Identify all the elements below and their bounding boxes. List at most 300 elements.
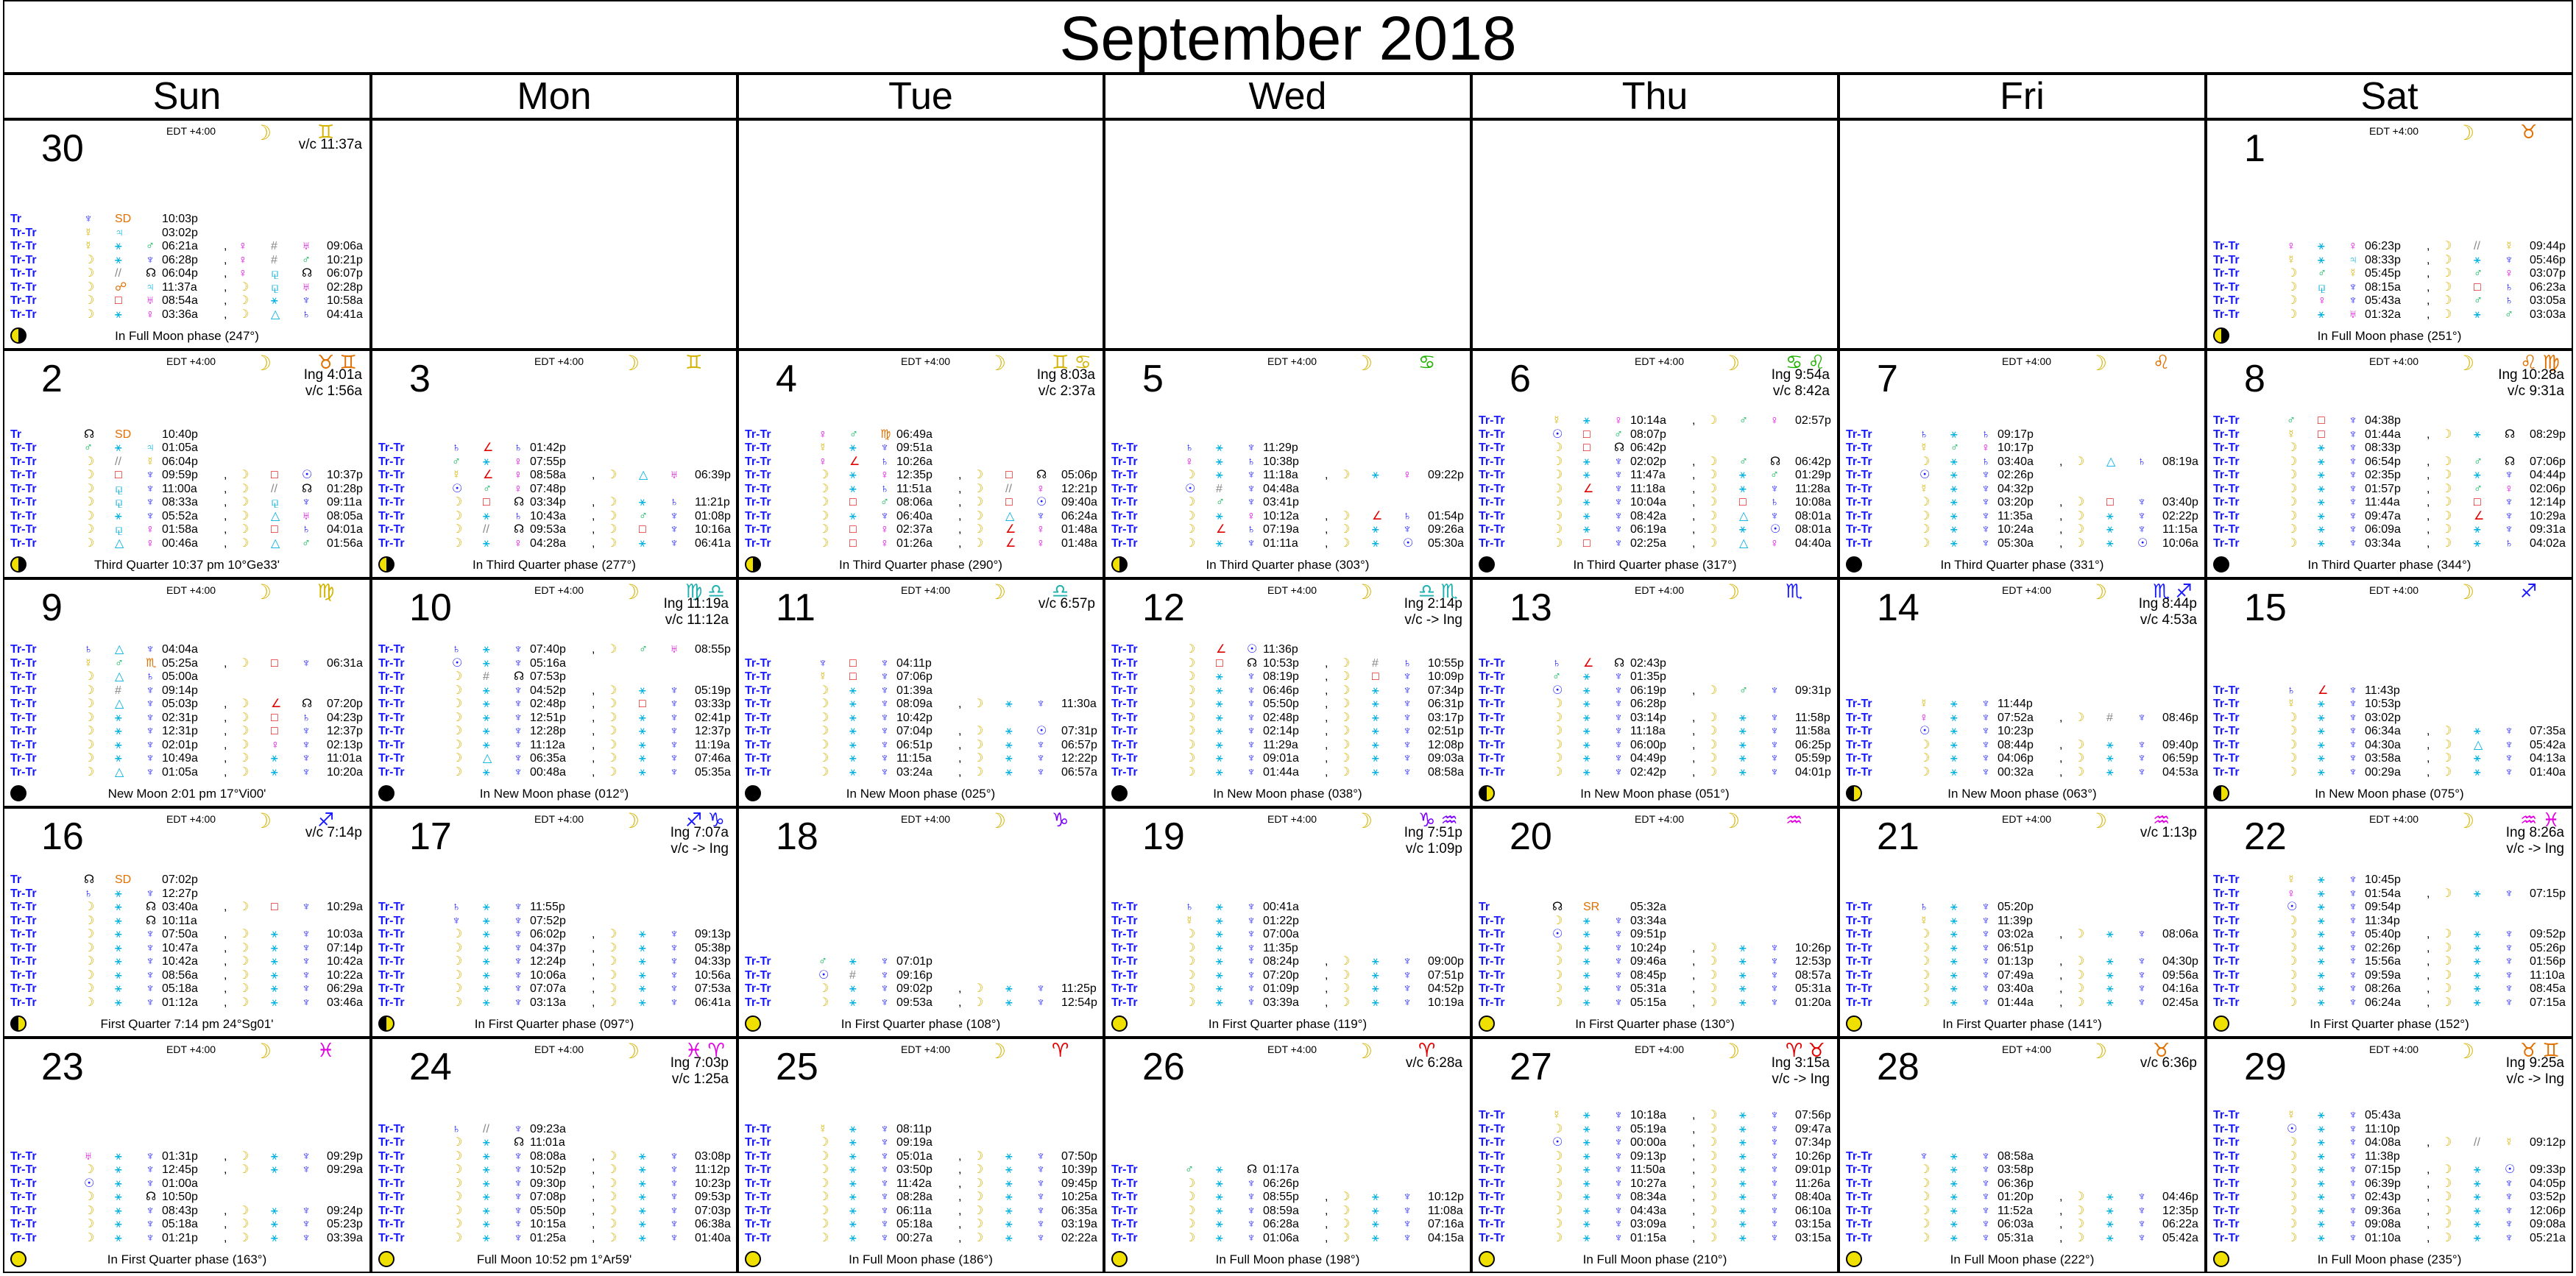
aspect-glyph: ☽	[2441, 1136, 2452, 1149]
day-cell[interactable]	[1839, 807, 2206, 1038]
aspect-glyph: ♆	[1036, 1204, 1045, 1217]
aspect-glyph: ⚹	[483, 1177, 490, 1190]
aspect-time: 11:42a	[896, 1177, 932, 1190]
aspect-glyph: ♆	[1036, 752, 1045, 765]
aspect-glyph: ☿	[84, 240, 93, 252]
timezone-label: EDT +4:00	[1635, 813, 1685, 825]
aspect-glyph: ☽	[2287, 523, 2298, 536]
moon-phase-text: In Full Moon phase (186°)	[849, 1252, 993, 1266]
aspect-glyph: ⚹	[849, 469, 857, 481]
aspect-time: 03:19a	[1061, 1218, 1097, 1230]
aspect-glyph: ♆	[1770, 738, 1779, 751]
aspect-time: 06:19p	[1630, 684, 1666, 697]
aspect-time: 06:04p	[162, 267, 198, 280]
aspect-glyph: ☽	[2287, 1204, 2298, 1217]
aspect-time: 05:31a	[1795, 982, 1831, 995]
aspect-time: 07:31p	[1061, 725, 1097, 737]
aspect-glyph: ♄	[1919, 901, 1928, 913]
day-cell[interactable]	[2206, 1038, 2573, 1273]
aspect-glyph: ,	[2059, 1204, 2063, 1217]
aspect-time: 04:44p	[2530, 469, 2566, 481]
aspect-glyph: ♅	[84, 1149, 93, 1163]
aspect-glyph: ♀	[146, 536, 155, 550]
aspect-glyph: ♆	[670, 928, 679, 940]
day-cell[interactable]	[1471, 578, 1839, 807]
aspect-time: 10:47a	[162, 941, 198, 954]
aspect-glyph: ⚹	[1216, 711, 1223, 724]
aspect-glyph: ♀	[238, 253, 247, 266]
moon-phase-text: In Third Quarter phase (290°)	[839, 558, 1002, 572]
aspect-time: 07:56p	[1795, 1109, 1831, 1121]
day-cell[interactable]	[371, 350, 737, 578]
day-cell[interactable]	[371, 807, 737, 1038]
aspect-glyph: □	[2318, 428, 2325, 441]
timezone-label: EDT +4:00	[166, 584, 216, 596]
aspect-glyph: ♆	[1614, 711, 1623, 724]
aspect-glyph: ☽	[2441, 523, 2452, 536]
day-cell[interactable]	[3, 119, 371, 350]
aspect-glyph: ,	[2427, 765, 2430, 779]
aspect-glyph: ,	[958, 1204, 962, 1217]
aspect-glyph: ☽	[84, 670, 95, 683]
aspect-glyph: ☽	[1552, 711, 1563, 724]
aspect-glyph: ☽	[606, 1191, 618, 1203]
aspect-glyph: ♆	[1403, 1218, 1412, 1230]
aspect-glyph: ♆	[1770, 752, 1779, 765]
day-cell[interactable]	[1839, 350, 2206, 578]
day-cell[interactable]	[1471, 350, 1839, 578]
day-cell[interactable]	[3, 578, 371, 807]
aspect-time: 04:41a	[327, 308, 363, 321]
aspect-glyph: ♄	[1247, 455, 1256, 468]
day-cell[interactable]	[1471, 1038, 1839, 1273]
aspect-glyph: ⚹	[483, 711, 490, 724]
aspect-glyph: ♆	[514, 738, 523, 751]
timezone-label: EDT +4:00	[534, 584, 584, 596]
moon-phase-text: In New Moon phase (051°)	[1580, 787, 1730, 801]
aspect-time: 04:30a	[2365, 738, 2401, 751]
aspect-time: 10:06a	[2162, 536, 2198, 550]
aspect-glyph: ♆	[880, 1218, 889, 1230]
aspect-glyph: ♆	[2505, 496, 2513, 508]
aspect-time: 04:05p	[2530, 1177, 2566, 1190]
aspect-glyph: ,	[224, 955, 227, 968]
moon-phase-text: In First Quarter phase (108°)	[841, 1017, 1001, 1031]
aspect-glyph: ☽	[2287, 1191, 2298, 1203]
aspect-glyph: ☽	[84, 509, 95, 522]
aspect-glyph: ♆	[1614, 1218, 1623, 1230]
day-cell[interactable]	[737, 119, 1104, 350]
aspect-glyph: ♀	[2318, 294, 2326, 307]
aspect-glyph: ♆	[670, 1177, 679, 1190]
aspect-glyph: ♆	[1614, 1191, 1623, 1203]
aspect-time: 01:05a	[162, 442, 198, 454]
aspect-glyph: ♆	[2505, 509, 2513, 522]
aspect-glyph: ⚹	[2318, 536, 2325, 550]
aspect-glyph: ♀	[514, 455, 523, 468]
aspect-glyph: ⚹	[2318, 1109, 2325, 1121]
aspect-glyph: ♂	[1552, 670, 1561, 683]
aspect-glyph: ☽	[1340, 996, 1351, 1009]
aspect-label: Tr-Tr	[378, 941, 405, 954]
aspect-glyph: ♆	[1770, 711, 1779, 724]
aspect-glyph: ⚹	[639, 752, 646, 765]
aspect-glyph: ☽	[973, 1149, 984, 1163]
aspect-glyph: ,	[1325, 996, 1328, 1009]
day-cell[interactable]	[1104, 119, 1471, 350]
aspect-glyph: ♆	[2349, 698, 2357, 710]
aspect-glyph: ,	[2059, 509, 2063, 522]
aspect-glyph: ⚹	[2318, 240, 2325, 252]
aspect-glyph: ☊	[1614, 442, 1625, 454]
timezone-label: EDT +4:00	[2002, 813, 2052, 825]
aspect-glyph: ♆	[514, 656, 523, 670]
aspect-glyph: ♆	[1403, 1191, 1412, 1203]
aspect-time: 01:17a	[1263, 1163, 1299, 1176]
aspect-time: 12:45p	[162, 1163, 198, 1176]
aspect-time: 03:40p	[2162, 496, 2198, 508]
aspect-glyph: ⚹	[2474, 1191, 2481, 1203]
aspect-glyph: ☽	[606, 996, 618, 1009]
aspect-glyph: ,	[2427, 752, 2430, 765]
aspect-glyph: ☽	[1707, 1109, 1718, 1121]
day-cell[interactable]	[2206, 350, 2573, 578]
aspect-time: 09:26a	[1428, 523, 1464, 536]
aspect-glyph: ♆	[1036, 765, 1045, 779]
aspect-glyph: ☽	[1552, 469, 1563, 481]
aspect-time: 04:08a	[2365, 1136, 2401, 1149]
day-cell[interactable]	[1839, 578, 2206, 807]
aspect-time: 02:01p	[162, 738, 198, 751]
day-cell[interactable]	[1104, 578, 1471, 807]
aspect-glyph: ♆	[880, 968, 889, 982]
aspect-glyph: ⚹	[271, 996, 278, 1009]
aspect-glyph: ☽	[1707, 1163, 1718, 1176]
aspect-time: 03:39a	[327, 1231, 363, 1244]
aspect-glyph: ⚹	[1216, 928, 1223, 940]
day-number: 15	[2244, 586, 2287, 629]
aspect-glyph: ⚹	[1372, 469, 1379, 481]
aspect-time: 05:50p	[530, 1204, 566, 1217]
aspect-glyph: ♆	[1247, 469, 1256, 481]
aspect-glyph: ⚹	[1216, 670, 1223, 683]
aspect-time: 06:28p	[1630, 698, 1666, 710]
aspect-label: Tr-Tr	[1846, 752, 1872, 765]
aspect-glyph: ⚹	[1372, 698, 1379, 710]
aspect-glyph: ♄	[514, 442, 523, 454]
aspect-glyph: ♆	[880, 982, 889, 995]
aspect-glyph: ♀	[1036, 536, 1045, 550]
aspect-glyph: ⚹	[2474, 1204, 2481, 1217]
aspect-glyph: ♆	[302, 496, 311, 508]
aspect-glyph: ♆	[2349, 982, 2357, 995]
aspect-glyph: ♆	[670, 725, 679, 737]
day-cell[interactable]	[1104, 807, 1471, 1038]
aspect-glyph: ,	[1325, 509, 1328, 522]
aspect-glyph: ∠	[849, 455, 860, 468]
aspect-glyph: ♂	[2318, 267, 2326, 280]
aspect-glyph: ⚹	[1216, 442, 1223, 454]
aspect-glyph: ♆	[1981, 523, 1990, 536]
aspect-glyph: ,	[224, 968, 227, 982]
aspect-glyph: ☽	[1552, 982, 1563, 995]
aspect-label: Tr-Tr	[10, 968, 37, 982]
aspect-time: 08:45p	[1630, 968, 1666, 982]
aspect-glyph: ⚹	[483, 1136, 490, 1149]
aspect-glyph: ♆	[1247, 738, 1256, 751]
aspect-glyph: ☽	[973, 1231, 984, 1244]
aspect-time: 03:40a	[1998, 982, 2034, 995]
aspect-time: 03:50p	[896, 1163, 933, 1176]
aspect-glyph: ⚹	[115, 887, 122, 900]
aspect-glyph: ☽	[84, 941, 95, 954]
aspect-glyph: ⚹	[483, 455, 490, 468]
aspect-label: Tr-Tr	[1479, 1191, 1505, 1203]
aspect-glyph: ,	[1325, 684, 1328, 697]
aspect-glyph: ♂	[483, 482, 492, 495]
aspect-glyph: ♆	[2137, 765, 2146, 779]
aspect-glyph: ☽	[238, 698, 250, 710]
day-cell[interactable]	[737, 1038, 1104, 1273]
aspect-glyph: ☽	[1919, 1231, 1931, 1244]
aspect-glyph: ⚹	[2106, 982, 2114, 995]
aspect-glyph: ☊	[84, 873, 95, 886]
aspect-glyph: ⚹	[1583, 941, 1590, 954]
aspect-glyph: ♆	[146, 496, 155, 508]
aspect-glyph: ⚹	[115, 996, 122, 1009]
aspect-glyph: ♆	[2137, 955, 2146, 968]
aspect-time: 07:00a	[1263, 928, 1299, 940]
day-cell[interactable]	[1471, 119, 1839, 350]
aspect-glyph: ♄	[452, 643, 461, 656]
aspect-time: 02:28p	[327, 280, 363, 294]
aspect-glyph: ♆	[1247, 670, 1256, 683]
aspect-time: 02:41p	[695, 711, 731, 724]
aspect-glyph: ⚹	[1005, 1231, 1013, 1244]
aspect-glyph: ⚹	[849, 996, 857, 1009]
aspect-time: 06:28p	[162, 253, 198, 266]
day-cell[interactable]	[2206, 119, 2573, 350]
aspect-time: 05:26p	[2530, 941, 2566, 954]
day-cell[interactable]	[1471, 807, 1839, 1038]
aspect-glyph: ☽	[2287, 294, 2298, 307]
aspect-glyph: ☽	[1707, 765, 1718, 779]
aspect-time: 01:40a	[2530, 765, 2566, 779]
aspect-glyph: ☉	[1770, 523, 1781, 536]
aspect-glyph: ♂	[849, 428, 858, 441]
aspect-glyph: ⚹	[2318, 901, 2325, 913]
aspect-glyph: ☽	[2287, 1136, 2298, 1149]
aspect-glyph: ♆	[2505, 1177, 2513, 1190]
aspect-glyph: ♆	[1036, 1163, 1045, 1176]
aspect-time: 12:35p	[2162, 1204, 2198, 1217]
day-cell[interactable]	[1839, 1038, 2206, 1273]
aspect-time: 00:29a	[2365, 765, 2401, 779]
aspect-glyph: ♂	[452, 455, 461, 468]
aspect-glyph: ⚹	[271, 955, 278, 968]
aspect-label: Tr-Tr	[1846, 738, 1872, 751]
aspect-glyph: ☽	[606, 1204, 618, 1217]
aspect-glyph: ⚹	[2106, 1218, 2114, 1230]
day-cell[interactable]	[1104, 1038, 1471, 1273]
timezone-label: EDT +4:00	[2369, 584, 2419, 596]
day-cell[interactable]	[371, 119, 737, 350]
aspect-glyph: ☽	[1552, 996, 1563, 1009]
aspect-glyph: ⚹	[115, 711, 122, 724]
day-cell[interactable]	[371, 1038, 737, 1273]
aspect-label: Tr-Tr	[1479, 428, 1505, 441]
ingress-info: v/c 6:28a	[1405, 1055, 1462, 1071]
aspect-label: Tr	[10, 873, 22, 886]
aspect-glyph: △	[271, 509, 280, 522]
aspect-glyph: ♆	[1981, 941, 1990, 954]
aspect-glyph: ∠	[1216, 523, 1227, 536]
aspect-glyph: ⚹	[1739, 1163, 1747, 1176]
aspect-label: Tr-Tr	[1111, 1191, 1138, 1203]
aspect-glyph: ♆	[1770, 1163, 1779, 1176]
aspect-glyph: ☽	[238, 928, 250, 940]
aspect-glyph: ,	[2427, 1163, 2430, 1176]
aspect-glyph: ♆	[2349, 887, 2357, 900]
aspect-glyph: ☽	[238, 752, 250, 765]
aspect-label: Tr-Tr	[2213, 1177, 2240, 1190]
moon-icon: ☽	[2456, 809, 2475, 832]
aspect-glyph: ♆	[2137, 1218, 2146, 1230]
aspect-glyph: ,	[592, 765, 595, 779]
aspect-label: Tr-Tr	[1846, 955, 1872, 968]
day-cell[interactable]	[1839, 119, 2206, 350]
ingress-info: Ing 9:25a v/c -> Ing	[2505, 1055, 2564, 1087]
aspect-glyph: ⚹	[271, 928, 278, 940]
day-cell[interactable]	[737, 807, 1104, 1038]
aspect-glyph: ⚹	[1950, 496, 1958, 508]
aspect-glyph: △	[115, 670, 124, 683]
aspect-glyph: ☉	[2505, 1163, 2516, 1176]
aspect-glyph: ☽	[2287, 442, 2298, 454]
aspect-label: Tr-Tr	[10, 1191, 37, 1203]
aspect-glyph: ♆	[1770, 1109, 1779, 1121]
aspect-glyph: ☽	[1552, 1122, 1563, 1135]
aspect-glyph: ♆	[302, 996, 311, 1009]
aspect-glyph: ⚹	[639, 1191, 646, 1203]
aspect-time: 11:25p	[1061, 982, 1097, 995]
aspect-time: 06:26p	[1263, 1177, 1299, 1190]
aspect-time: 11:30a	[1061, 698, 1097, 710]
aspect-label: Tr-Tr	[10, 765, 37, 779]
aspect-glyph: ☽	[1707, 455, 1718, 468]
aspect-glyph: ♆	[514, 1149, 523, 1163]
aspect-glyph: ⚹	[849, 738, 857, 751]
day-cell[interactable]	[3, 807, 371, 1038]
aspect-glyph: ♆	[2349, 294, 2357, 307]
aspect-glyph: ⚹	[1950, 455, 1958, 468]
aspect-glyph: ☽	[1340, 684, 1351, 697]
aspect-glyph: ☽	[1707, 523, 1718, 536]
aspect-label: Tr-Tr	[1846, 1177, 1872, 1190]
aspect-label: Tr-Tr	[1479, 928, 1505, 940]
day-number: 1	[2244, 127, 2265, 170]
aspect-glyph: ♆	[2349, 280, 2357, 294]
aspect-time: 01:44a	[2365, 428, 2401, 441]
aspect-glyph: ♄	[146, 670, 155, 683]
aspect-glyph: ,	[2427, 428, 2430, 441]
aspect-glyph: ☽	[973, 469, 984, 481]
aspect-glyph: △	[115, 536, 124, 550]
aspect-glyph: ☽	[2287, 941, 2298, 954]
aspect-glyph: ⚹	[1739, 996, 1747, 1009]
aspect-glyph: ⚹	[115, 1191, 122, 1203]
aspect-time: 04:02a	[2530, 536, 2566, 550]
moon-phase-text: In New Moon phase (012°)	[479, 787, 629, 801]
day-cell[interactable]	[2206, 807, 2573, 1038]
aspect-glyph: ♆	[2505, 887, 2513, 900]
aspect-glyph: ♄	[2137, 455, 2146, 468]
aspect-glyph: ⚹	[1583, 752, 1590, 765]
aspect-glyph: ♂	[639, 643, 648, 656]
aspect-label: Tr-Tr	[2213, 982, 2240, 995]
aspect-glyph: ⚹	[1739, 482, 1747, 495]
aspect-label: Tr-Tr	[2213, 968, 2240, 982]
aspect-time: 04:30p	[2162, 955, 2198, 968]
aspect-glyph: ☿	[84, 656, 93, 670]
aspect-label: Tr-Tr	[1846, 928, 1872, 940]
moon-icon: ☽	[988, 352, 1007, 375]
day-cell[interactable]	[3, 350, 371, 578]
aspect-glyph: ♄	[2287, 684, 2296, 697]
aspect-glyph: ☽	[1919, 455, 1931, 468]
aspect-time: 10:06a	[530, 968, 566, 982]
day-cell[interactable]	[737, 350, 1104, 578]
aspect-glyph: ⚹	[2474, 253, 2481, 266]
aspect-glyph: ,	[1325, 469, 1328, 481]
aspect-glyph: ☽	[1552, 523, 1563, 536]
moon-icon: ☽	[621, 1040, 640, 1063]
aspect-glyph: ♆	[1614, 955, 1623, 968]
ingress-info: v/c 6:57p	[1038, 596, 1095, 612]
aspect-glyph: ♀	[238, 240, 247, 252]
aspect-glyph: ⚹	[849, 1177, 857, 1190]
aspect-glyph: ⚹	[1216, 1204, 1223, 1217]
aspect-glyph: ☽	[84, 996, 95, 1009]
aspect-time: 12:35p	[896, 469, 933, 481]
aspect-glyph: ,	[1692, 752, 1696, 765]
aspect-glyph: □	[271, 469, 278, 481]
aspect-label: Tr-Tr	[10, 670, 37, 683]
aspect-glyph: ,	[958, 1149, 962, 1163]
aspect-time: 11:43p	[2365, 684, 2400, 697]
aspect-glyph: ♏	[146, 656, 157, 670]
timezone-label: EDT +4:00	[534, 813, 584, 825]
aspect-glyph: ⚹	[483, 1204, 490, 1217]
aspect-glyph: ☽	[1919, 955, 1931, 968]
day-cell[interactable]	[1104, 350, 1471, 578]
day-cell[interactable]	[737, 578, 1104, 807]
aspect-glyph: ♆	[146, 684, 155, 697]
aspect-glyph: ⚹	[2318, 928, 2325, 940]
aspect-glyph: ⚹	[483, 1149, 490, 1163]
day-cell[interactable]	[3, 1038, 371, 1273]
day-cell[interactable]	[2206, 578, 2573, 807]
aspect-time: 03:08p	[695, 1149, 731, 1163]
aspect-time: 09:11a	[327, 496, 362, 508]
aspect-glyph: ☽	[818, 1218, 829, 1230]
aspect-label: Tr-Tr	[1846, 1191, 1872, 1203]
aspect-glyph: ⚹	[2474, 1177, 2481, 1190]
aspect-glyph: ⚹	[2318, 1191, 2325, 1203]
moon-icon: ☽	[2456, 352, 2475, 375]
aspect-glyph: ☽	[818, 509, 829, 522]
day-cell[interactable]	[371, 578, 737, 807]
